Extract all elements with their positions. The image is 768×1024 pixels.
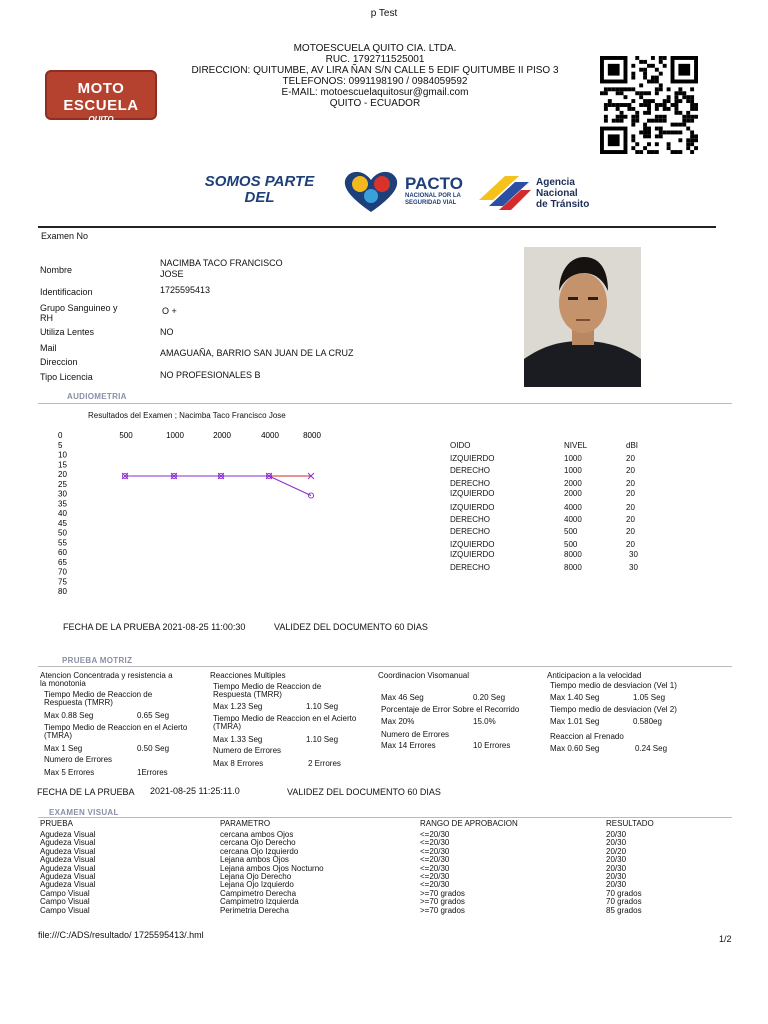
agency-line-3: de Tránsito xyxy=(536,199,590,210)
ear-table-cell: 4000 xyxy=(564,503,582,512)
visual-table-cell: <=20/30 xyxy=(420,863,450,873)
mail-label: Mail xyxy=(40,343,57,353)
blood-label-2: RH xyxy=(40,313,53,323)
y-tick-label: 75 xyxy=(58,577,67,587)
visual-table-cell: <=20/30 xyxy=(420,880,450,890)
ear-table-cell: 500 xyxy=(564,540,578,549)
visual-table-cell: Lejana Ojo Izquierdo xyxy=(220,880,294,890)
ear-table-cell: IZQUIERDO xyxy=(450,540,495,549)
banner-pacto-sub-1: NACIONAL POR LA xyxy=(405,193,461,199)
visual-table-cell: Lejana ambos Ojos Nocturno xyxy=(220,863,324,873)
motor-col1-title-2: la monotonia xyxy=(40,679,86,688)
page-header: p Test xyxy=(370,8,398,19)
y-tick-label: 55 xyxy=(58,538,67,548)
x-tick-label: 1000 xyxy=(166,431,184,440)
motor-col3-max: Max 46 Seg xyxy=(381,693,424,702)
motor-col2-value: 1.10 Seg xyxy=(306,702,339,711)
motor-col1-label: Numero de Errores xyxy=(44,755,113,764)
motor-col4-value: 0.24 Seg xyxy=(635,744,668,753)
id-value: 1725595413 xyxy=(160,285,211,295)
y-tick-label: 70 xyxy=(58,567,67,577)
blood-label-1: Grupo Sanguineo y xyxy=(40,303,118,313)
ear-table-cell: 8000 xyxy=(564,550,582,559)
divider xyxy=(38,666,732,667)
audiometry-section-label: AUDIOMETRIA xyxy=(67,392,127,401)
visual-table-cell: 20/20 xyxy=(606,846,627,856)
ear-table-cell: 20 xyxy=(626,479,635,488)
lenses-value: NO xyxy=(160,327,174,337)
motor-col2-label: Tiempo Medio de Reaccion de xyxy=(213,682,322,691)
y-tick-label: 5 xyxy=(58,440,63,450)
ear-table-cell: IZQUIERDO xyxy=(450,489,495,498)
motor-col2-label: Tiempo Medio de Reaccion en el Acierto xyxy=(213,714,357,723)
visual-table-cell: >=70 grados xyxy=(420,905,465,915)
banner-slogan-1: SOMOS PARTE xyxy=(204,173,315,190)
motor-col4-max: Max 1.40 Seg xyxy=(550,693,600,702)
license-label: Tipo Licencia xyxy=(40,372,93,382)
name-value-2: JOSE xyxy=(160,269,184,279)
visual-table-cell: <=20/30 xyxy=(420,830,450,839)
name-label: Nombre xyxy=(40,265,73,275)
y-tick-label: 20 xyxy=(58,470,67,479)
motor-col1-label: Respuesta (TMRR) xyxy=(44,698,113,707)
visual-table-cell: 70 grados xyxy=(606,888,642,898)
ear-table-cell: 20 xyxy=(626,489,635,498)
blood-value: O + xyxy=(162,306,177,316)
ear-table-header: NIVEL xyxy=(564,441,588,450)
visual-table-cell: 85 grados xyxy=(606,905,642,915)
motoescuela-logo xyxy=(45,70,157,124)
visual-table-cell: Agudeza Visual xyxy=(40,846,96,856)
motor-col4-value: 0.580eg xyxy=(633,717,662,726)
motor-col3-max: Max 20% xyxy=(381,717,415,726)
motor-col4-label: Tiempo medio de desviacion (Vel 2) xyxy=(550,705,677,714)
audiometry-date: FECHA DE LA PRUEBA 2021-08-25 11:00:30 xyxy=(63,622,246,632)
motor-col3-value: 0.20 Seg xyxy=(473,693,506,702)
motor-col1-label: Tiempo Medio de Reaccion en el Acierto xyxy=(44,723,188,732)
address-label: Direccion xyxy=(40,357,78,367)
footer-page-number: 1/2 xyxy=(719,934,732,944)
visual-table-cell: 20/30 xyxy=(606,855,627,865)
visual-table-cell: 70 grados xyxy=(606,897,642,907)
visual-table-cell: Campimetro Derecha xyxy=(220,888,297,898)
visual-table-cell: cercana ambos Ojos xyxy=(220,830,294,839)
motor-col3-value: 15.0% xyxy=(473,717,496,726)
visual-table-cell: Agudeza Visual xyxy=(40,880,96,890)
company-city: QUITO - ECUADOR xyxy=(329,98,421,109)
visual-table-cell: Lejana ambos Ojos xyxy=(220,855,289,865)
y-tick-label: 0 xyxy=(58,431,63,440)
motor-col1-value: 0.50 Seg xyxy=(137,744,170,753)
ear-table-cell: DERECHO xyxy=(450,479,491,488)
y-tick-label: 25 xyxy=(58,479,67,489)
ear-table-cell: DERECHO xyxy=(450,515,491,524)
motor-col2-max: Max 1.33 Seg xyxy=(213,735,263,744)
motor-col4-label: Reaccion al Frenado xyxy=(550,732,624,741)
visual-table-header: RANGO DE APROBACION xyxy=(420,819,518,828)
ear-table-cell: 2000 xyxy=(564,479,582,488)
motor-col4-value: 1.05 Seg xyxy=(633,693,666,702)
ear-table-cell: 20 xyxy=(626,454,635,463)
motor-col1-value: 1Errores xyxy=(137,768,168,777)
y-tick-label: 65 xyxy=(58,557,67,567)
visual-section-label: EXAMEN VISUAL xyxy=(49,808,119,817)
visual-table-cell: Agudeza Visual xyxy=(40,855,96,865)
visual-table-header: PRUEBA xyxy=(40,819,73,828)
y-tick-label: 15 xyxy=(58,460,67,470)
motor-col3-max: Max 14 Errores xyxy=(381,741,436,750)
name-value-1: NACIMBA TACO FRANCISCO xyxy=(160,258,283,268)
divider xyxy=(38,817,732,818)
visual-table-cell: Lejana Ojo Derecho xyxy=(220,872,292,881)
motor-col1-value: 0.65 Seg xyxy=(137,711,170,720)
motor-validity: VALIDEZ DEL DOCUMENTO 60 DIAS xyxy=(287,787,441,797)
company-address: DIRECCION: QUITUMBE, AV LIRA ÑAN S/N CALLE 5 EDIF QUITUMBE II PISO 3 xyxy=(191,65,559,76)
visual-table-cell: Agudeza Visual xyxy=(40,872,96,881)
motor-col1-max: Max 0.88 Seg xyxy=(44,711,94,720)
logo-text: MOTO ESCUELA xyxy=(63,80,139,114)
visual-table-cell: cercana Ojo Izquierdo xyxy=(220,846,299,856)
banner-pacto: PACTO xyxy=(405,174,463,193)
ear-table-cell: 2000 xyxy=(564,489,582,498)
visual-table-cell: Perimetria Derecha xyxy=(220,905,289,915)
visual-table-cell: 20/30 xyxy=(606,872,627,881)
ear-table-cell: 20 xyxy=(626,466,635,475)
motor-section-label: PRUEBA MOTRIZ xyxy=(62,656,133,665)
motor-col2-max: Max 8 Errores xyxy=(213,759,264,768)
motor-date-label: FECHA DE LA PRUEBA xyxy=(37,787,135,797)
motor-col4-title: Anticipacion a la velocidad xyxy=(547,671,642,680)
motor-col2-title: Reacciones Multiples xyxy=(210,671,286,680)
ear-table-cell: 20 xyxy=(626,515,635,524)
ear-table-cell: IZQUIERDO xyxy=(450,503,495,512)
ear-table-cell: DERECHO xyxy=(450,527,491,536)
visual-table-cell: >=70 grados xyxy=(420,888,465,898)
audiogram-chart xyxy=(40,425,340,600)
banner-slogan-2: DEL xyxy=(244,189,275,206)
banner-pacto-sub-2: SEGURIDAD VIAL xyxy=(405,200,457,206)
company-name: MOTOESCUELA QUITO CIA. LTDA. xyxy=(293,43,457,54)
visual-table-cell: >=70 grados xyxy=(420,897,465,907)
motor-col2-value: 1.10 Seg xyxy=(306,735,339,744)
chart-caption: Resultados del Examen ; Nacimba Taco Francisco Jose xyxy=(88,411,286,420)
ear-table-cell: 1000 xyxy=(564,454,582,463)
motor-col4-max: Max 1.01 Seg xyxy=(550,717,600,726)
motor-col1-max: Max 1 Seg xyxy=(44,744,83,753)
y-tick-label: 45 xyxy=(58,518,67,528)
agency-line-2: Nacional xyxy=(536,188,578,199)
visual-table-cell: 20/30 xyxy=(606,880,627,890)
motor-col4-max: Max 0.60 Seg xyxy=(550,744,600,753)
ear-table-cell: IZQUIERDO xyxy=(450,454,495,463)
x-tick-label: 8000 xyxy=(303,431,321,440)
motor-col3-label: Porcentaje de Error Sobre el Recorrido xyxy=(381,705,520,714)
address-value: AMAGUAÑA, BARRIO SAN JUAN DE LA CRUZ xyxy=(160,348,354,358)
visual-table-cell: <=20/30 xyxy=(420,855,450,865)
motor-col1-max: Max 5 Errores xyxy=(44,768,95,777)
y-tick-label: 40 xyxy=(58,509,67,518)
ear-table-cell: 4000 xyxy=(564,515,582,524)
y-tick-label: 35 xyxy=(58,499,67,509)
x-tick-label: 4000 xyxy=(261,431,279,440)
company-ruc: RUC. 1792711525001 xyxy=(325,54,425,65)
motor-col1-label: Tiempo Medio de Reaccion de xyxy=(44,690,153,699)
visual-table-cell: Campimetro Izquierda xyxy=(220,897,299,907)
motor-col2-label: Respuesta (TMRR) xyxy=(213,690,282,699)
motor-col3-value: 10 Errores xyxy=(473,741,511,750)
company-email: E-MAIL: motoescuelaquitosur@gmail.com xyxy=(281,87,469,98)
ear-table-cell: 1000 xyxy=(564,466,582,475)
ear-table-cell: DERECHO xyxy=(450,466,491,475)
motor-col2-value: 2 Errores xyxy=(308,759,341,768)
visual-table-cell: Agudeza Visual xyxy=(40,830,96,839)
motor-col2-label: (TMRA) xyxy=(213,722,241,731)
exam-no-label: Examen No xyxy=(41,231,89,241)
visual-table-cell: Agudeza Visual xyxy=(40,838,96,848)
visual-table-cell: Campo Visual xyxy=(40,905,90,915)
y-tick-label: 30 xyxy=(58,489,67,499)
visual-table-cell: 20/30 xyxy=(606,830,627,839)
x-tick-label: 500 xyxy=(119,431,133,440)
motor-col2-max: Max 1.23 Seg xyxy=(213,702,263,711)
visual-table-header: PARAMETRO xyxy=(220,819,271,828)
ear-table-cell: 500 xyxy=(564,527,578,536)
ear-table-cell: IZQUIERDO xyxy=(450,550,495,559)
divider xyxy=(38,226,716,228)
visual-table-cell: <=20/30 xyxy=(420,846,450,856)
y-tick-label: 10 xyxy=(58,450,67,460)
agency-line-1: Agencia xyxy=(536,177,575,188)
ant-logo-icon xyxy=(475,170,533,212)
divider xyxy=(38,403,732,404)
visual-table-cell: Campo Visual xyxy=(40,888,90,898)
visual-table-cell: Campo Visual xyxy=(40,897,90,907)
ear-table-header: OIDO xyxy=(450,441,471,450)
y-tick-label: 50 xyxy=(58,528,67,538)
motor-col3-label: Numero de Errores xyxy=(381,730,450,739)
audiometry-validity: VALIDEZ DEL DOCUMENTO 60 DIAS xyxy=(274,622,428,632)
qr-code-icon xyxy=(600,56,698,154)
logo-subtext: QUITO xyxy=(88,115,114,124)
visual-table-cell: Agudeza Visual xyxy=(40,863,96,873)
motor-col4-label: Tiempo medio de desviacion (Vel 1) xyxy=(550,681,677,690)
ear-table-cell: 8000 xyxy=(564,563,582,572)
visual-table-cell: cercana Ojo Derecho xyxy=(220,838,296,848)
motor-col1-title-1: Atencion Concentrada y resistencia a xyxy=(40,671,173,680)
y-tick-label: 80 xyxy=(58,587,67,596)
motor-col2-label: Numero de Errores xyxy=(213,746,282,755)
ear-table-cell: 20 xyxy=(626,540,635,549)
ear-table-cell: 20 xyxy=(626,503,635,512)
person-photo xyxy=(524,247,641,387)
lenses-label: Utiliza Lentes xyxy=(40,327,95,337)
motor-col3-title: Coordinacion Visomanual xyxy=(378,671,470,680)
company-phones: TELEFONOS: 0991198190 / 0984059592 xyxy=(282,76,468,87)
visual-table-cell: <=20/30 xyxy=(420,872,450,881)
x-tick-label: 2000 xyxy=(213,431,231,440)
visual-table-header: RESULTADO xyxy=(606,819,654,828)
y-tick-label: 60 xyxy=(58,548,67,557)
motor-col1-label: (TMRA) xyxy=(44,731,72,740)
license-value: NO PROFESIONALES B xyxy=(160,370,261,380)
visual-table-cell: 20/30 xyxy=(606,838,627,848)
ear-table-cell: 30 xyxy=(629,563,638,572)
ear-table-cell: 20 xyxy=(626,527,635,536)
pacto-heart-icon xyxy=(340,168,402,214)
ear-table-cell: 30 xyxy=(629,550,638,559)
pacto-banner xyxy=(180,166,600,216)
ear-table-header: dBI xyxy=(626,441,639,450)
ear-table-cell: DERECHO xyxy=(450,563,491,572)
id-label: Identificacion xyxy=(40,287,93,297)
motor-date-value: 2021-08-25 11:25:11.0 xyxy=(150,786,240,796)
footer-file-path: file:///C:/ADS/resultado/ 1725595413/.hml xyxy=(38,930,204,940)
visual-table-cell: 20/30 xyxy=(606,863,627,873)
visual-table-cell: <=20/30 xyxy=(420,838,450,848)
